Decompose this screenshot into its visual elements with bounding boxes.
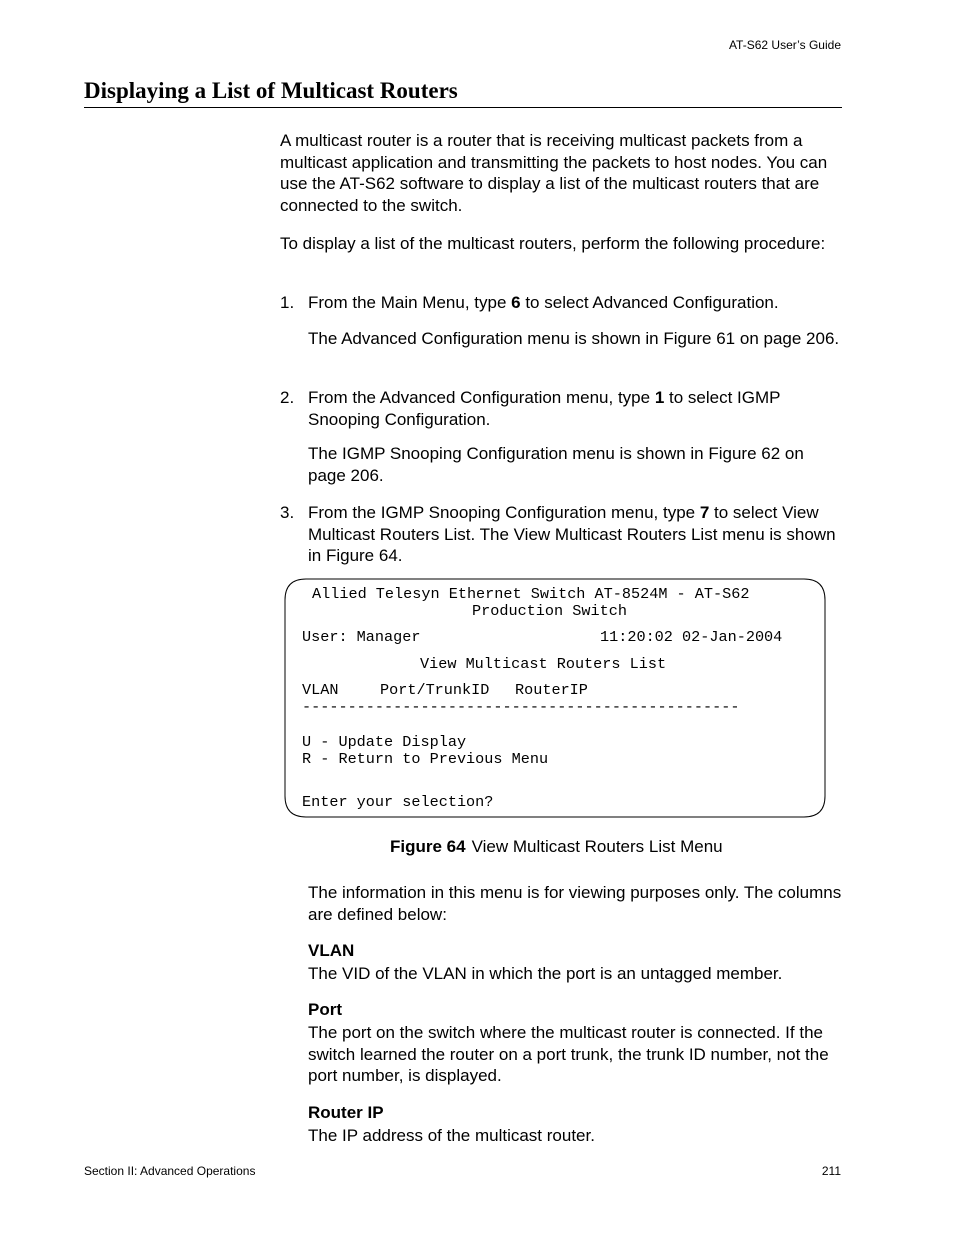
- step-2-note: The IGMP Snooping Configuration menu is shown in Figure 62 on page 206.: [308, 444, 804, 485]
- step-1-note: The Advanced Configuration menu is shown in Figure 61 on page 206.: [308, 329, 840, 348]
- definition-text-router-ip: The IP address of the multicast router.: [308, 1126, 595, 1145]
- step-text: From the IGMP Snooping Configuration menu, type 7 to select View Multicast Routers List. The View Multicast Routers List menu is shown in Figure 64.: [308, 503, 836, 565]
- intro-paragraph-2: To display a list of the multicast routers, perform the following procedure:: [280, 234, 826, 253]
- definition-text-vlan: The VID of the VLAN in which the port is an untagged member.: [308, 964, 783, 983]
- footer-page-number: 211: [821, 1164, 841, 1178]
- screen-option-update: U - Update Display: [302, 733, 467, 751]
- definition-term-port: Port: [308, 1000, 342, 1019]
- screen-option-return: R - Return to Previous Menu: [302, 750, 549, 768]
- intro-paragraph-1: A multicast router is a router that is receiving multicast packets from a multicast application and transmitting the packets to host nodes. You can use the AT-S62 software to display a list of the multicast routers that are connected to the switch.: [280, 131, 828, 215]
- after-paragraph: The information in this menu is for viewing purposes only. The columns are defined below:: [308, 883, 842, 924]
- step-text: From the Main Menu, type 6 to select Advanced Configuration.: [308, 293, 779, 312]
- screen-rule: ------------------------------------------------: [302, 698, 740, 716]
- step-number: 1.: [280, 293, 295, 312]
- screen-prompt: Enter your selection?: [302, 793, 494, 811]
- step-text: From the Advanced Configuration menu, type 1 to select IGMP Snooping Configuration.: [308, 388, 781, 429]
- screen-col-vlan: VLAN: [302, 681, 339, 699]
- screen-user: User: Manager: [302, 628, 421, 646]
- screen-menu-title: View Multicast Routers List: [420, 655, 667, 673]
- figure-label: Figure 64: [390, 837, 466, 856]
- figure-caption: [390, 837, 723, 857]
- definition-text-port: The port on the switch where the multicast router is connected. If the switch learned the router on a port trunk, the trunk ID number, not the port number, is displayed.: [308, 1023, 829, 1085]
- screen-datetime: 11:20:02 02-Jan-2004: [600, 628, 783, 646]
- terminal-screen: [284, 578, 826, 818]
- step-number: 3.: [280, 503, 295, 522]
- screen-col-port: Port/TrunkID: [380, 681, 490, 699]
- screen-col-router: RouterIP: [515, 681, 588, 699]
- footer-section: Section II: Advanced Operations: [84, 1164, 256, 1178]
- running-head: AT-S62 User’s Guide: [728, 38, 841, 52]
- definition-term-vlan: VLAN: [308, 941, 355, 960]
- screen-title-line-1: Allied Telesyn Ethernet Switch AT-8524M - AT-S62: [312, 585, 750, 603]
- step-number: 2.: [280, 388, 295, 407]
- screen-title-line-2: Production Switch: [472, 602, 627, 620]
- section-title: Displaying a List of Multicast Routers: [84, 78, 842, 108]
- definition-term-router-ip: Router IP: [308, 1103, 384, 1122]
- figure-caption-text: View Multicast Routers List Menu: [471, 837, 723, 856]
